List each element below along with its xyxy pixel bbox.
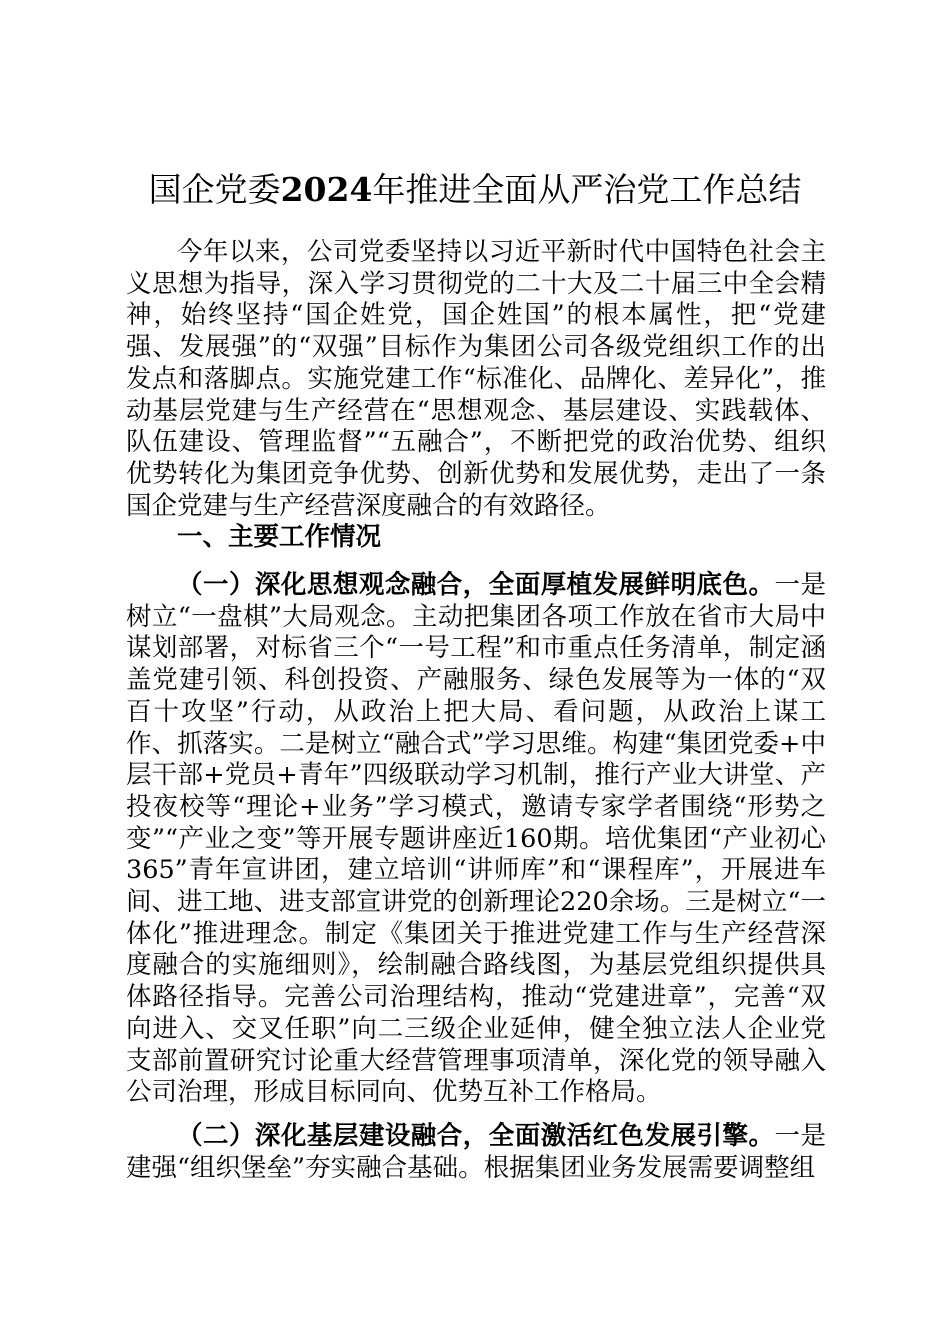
paragraph-2-lead: （二）深化基层建设融合，全面激活红色发展引擎。 xyxy=(177,1121,775,1151)
intro-paragraph: 今年以来，公司党委坚持以习近平新时代中国特色社会主义思想为指导，深入学习贯彻党的二十大及二十届三中全会精神，始终坚持“国企姓党，国企姓国”的根本属性，把“党建强、发展强”的“双强”目标作为集团公司各级党组织工作的出发点和落脚点。实施党建工作“标准化、品牌化、差异化”，推动基层党建与生产经营在“思想观念、基层建设、实践载体、队伍建设、管理监督”“五融合”，不断把党的政治优势、组织优势转化为集团竞争优势、创新优势和发展优势，走出了一条国企党建与生产经营深度融合的有效路径。 xyxy=(126,237,826,521)
document-title xyxy=(125,168,825,212)
paragraph-1-lead: （一）深化思想观念融合，全面厚植发展鲜明底色。 xyxy=(177,570,775,600)
paragraph-2 xyxy=(126,1121,826,1184)
paragraph-1 xyxy=(126,570,826,1109)
title-year: 2024 xyxy=(280,170,373,209)
section-heading-1: 一、主要工作情况 xyxy=(177,522,382,552)
title-suffix: 年推进全面从严治党工作总结 xyxy=(372,170,802,209)
paragraph-1-body: 一是树立“一盘棋”大局观念。主动把集团各项工作放在省市大局中谋划部署，对标省三个“一号工程”和市重点任务清单，制定涵盖党建引领、科创投资、产融服务、绿色发展等为一体的“双百十攻坚”行动，从政治上把大局、看问题，从政治上谋工作、抓落实。二是树立“融合式”学习思维。构建“集团党委+中层干部+党员+青年”四级联动学习机制，推行产业大讲堂、产投夜校等“理论+业务”学习模式，邀请专家学者围绕“形势之变”“产业之变”等开展专题讲座近160期。培优集团“产业初心365”青年宣讲团，建立培训“讲师库”和“课程库”，开展进车间、进工地、进支部宣讲党的创新理论220余场。三是树立“一体化”推进理念。制定《集团关于推进党建工作与生产经营深度融合的实施细则》，绘制融合路线图，为基层党组织提供具体路径指导。完善公司治理结构，推动“党建进章”，完善“双向进入、交叉任职”向二三级企业延伸，健全独立法人企业党支部前置研究讨论重大经营管理事项清单，深化党的领导融入公司治理，形成目标同向、优势互补工作格局。 xyxy=(126,570,826,1108)
title-prefix: 国企党委 xyxy=(148,170,281,209)
paragraph-2-body: 一是建强“组织堡垒”夯实融合基础。根据集团业务发展需要调整组 xyxy=(126,1121,826,1183)
